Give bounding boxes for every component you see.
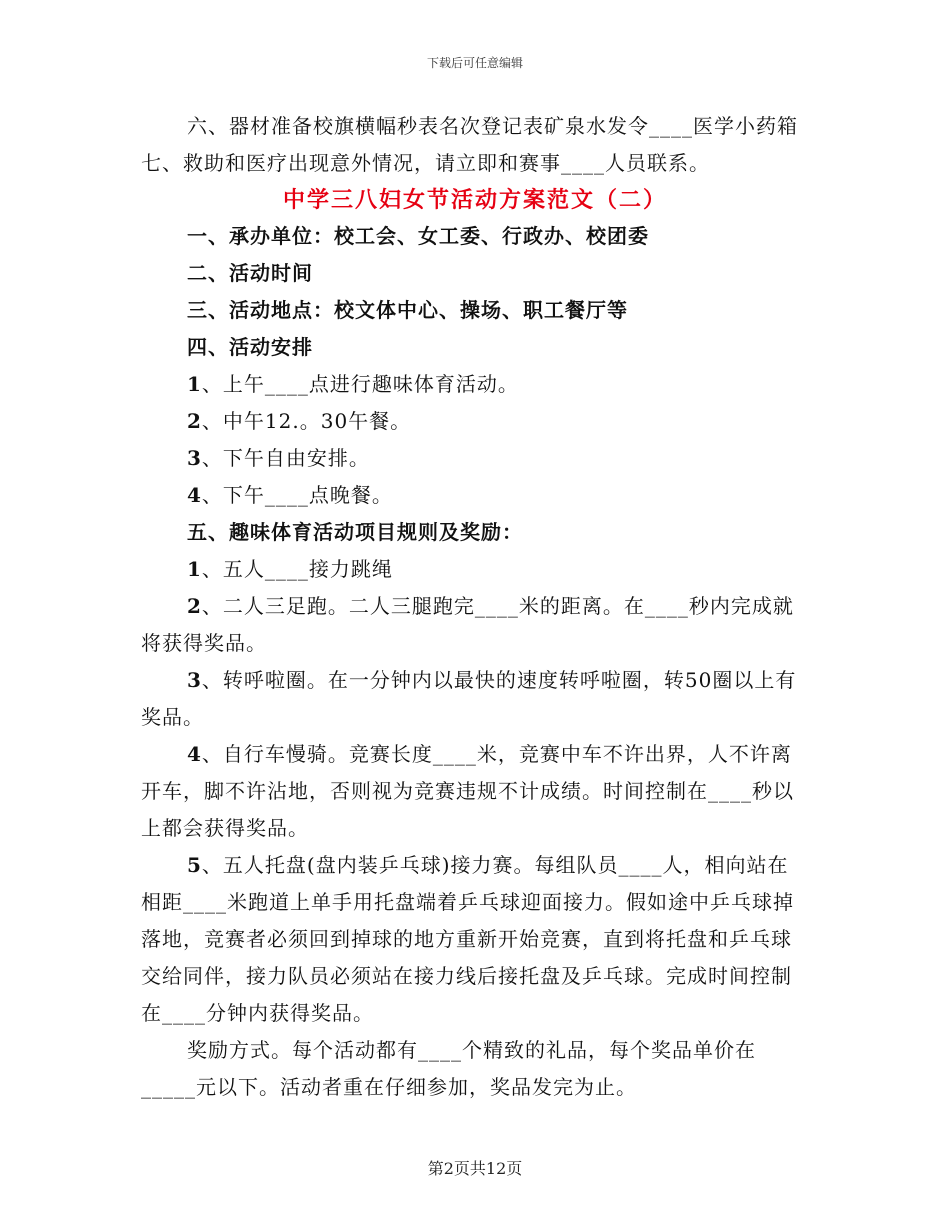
rule-item-4: 4、自行车慢骑。竞赛长度____米，竞赛中车不许出界，人不许离开车，脚不许沾地，否则视为竞赛违规不计成绩。时间控制在____秒以上都会获得奖品。	[141, 742, 794, 840]
schedule-item-2: 2、中午12.。30午餐。	[187, 409, 412, 433]
schedule-item-4: 4、下午____点晚餐。	[187, 483, 393, 507]
section-organizer: 一、承办单位：校工会、女工委、行政办、校团委	[187, 224, 649, 248]
rule-item-2: 2、二人三足跑。二人三腿跑完____米的距离。在____秒内完成就将获得奖品。	[141, 594, 794, 655]
page-header: 下载后可任意编辑	[426, 56, 523, 70]
rule-item-3: 3、转呼啦圈。在一分钟内以最快的速度转呼啦圈，转50圈以上有奖品。	[141, 668, 797, 729]
schedule-item-1: 1、上午____点进行趣味体育活动。	[187, 372, 519, 396]
paragraph-reward: 奖励方式。每个活动都有____个精致的礼品，每个奖品单价在_____元以下。活动者重在仔细参加，奖品发完为止。	[141, 1038, 756, 1099]
section-time: 二、活动时间	[187, 261, 313, 285]
document-body	[141, 108, 809, 1106]
rule-item-1: 1、五人____接力跳绳	[187, 557, 393, 581]
section-location: 三、活动地点：校文体中心、操场、职工餐厅等	[187, 298, 628, 322]
section-rules: 五、趣味体育活动项目规则及奖励：	[187, 520, 523, 544]
document-title: 中学三八妇女节活动方案范文（二）	[282, 187, 667, 213]
section-schedule: 四、活动安排	[187, 335, 313, 359]
schedule-item-3: 3、下午自由安排。	[187, 446, 370, 470]
rule-item-5: 5、五人托盘(盘内装乒乓球)接力赛。每组队员____人，相向站在相距____米跑道上单手用托盘端着乒乓球迎面接力。假如途中乒乓球掉落地，竞赛者必须回到掉球的地方重新开始竞赛，直到将托盘和乒乓球交给同伴，接力队员必须站在接力线后接托盘及乒乓球。完成时间控制在____分钟内获得奖品。	[141, 853, 794, 1025]
paragraph-equipment: 六、器材准备校旗横幅秒表名次登记表矿泉水发令____医学小药箱七、救助和医疗出现意外情况，请立即和赛事____人员联系。	[141, 114, 798, 175]
page-footer: 第2页共12页	[427, 1159, 523, 1178]
